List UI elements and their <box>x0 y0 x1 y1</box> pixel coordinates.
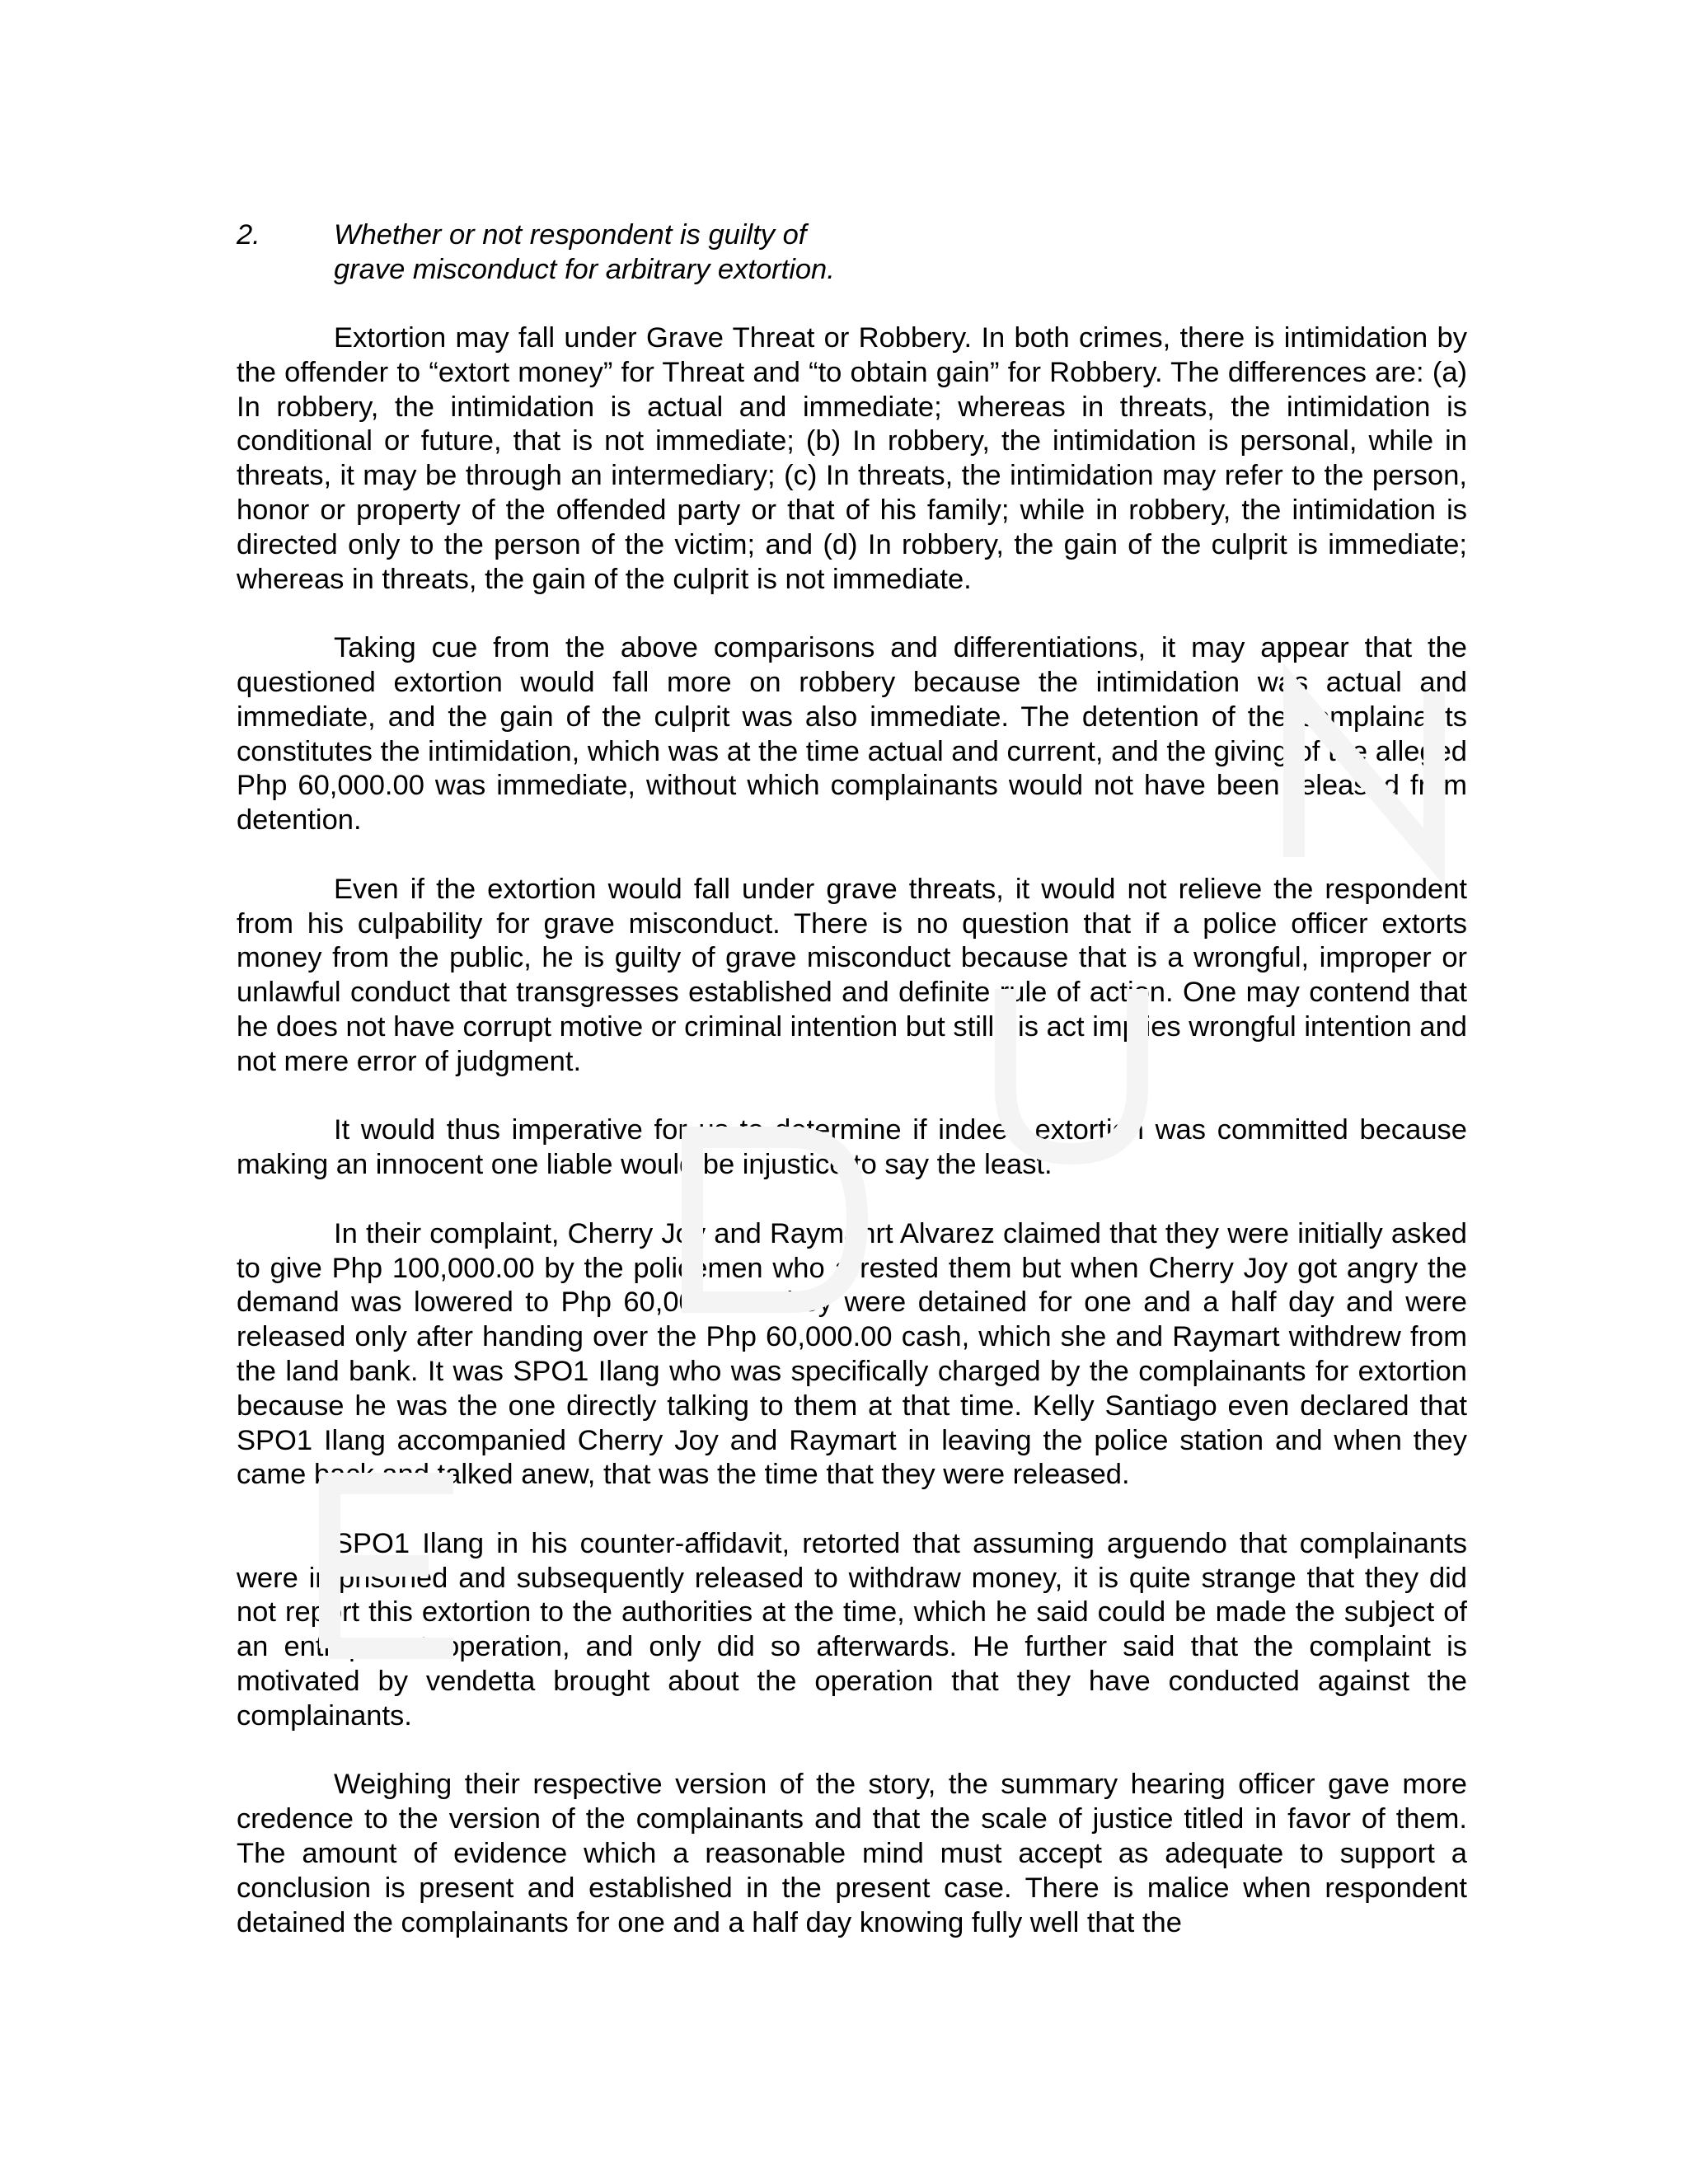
document-page <box>237 218 1467 1975</box>
issue-title <box>334 218 1467 287</box>
issue-title-line-1: Whether or not respondent is guilty of <box>334 219 807 251</box>
issue-heading <box>237 218 1467 287</box>
paragraph-robbery-comparison: Taking cue from the above comparisons and differentiations, it may appear that the questioned extortion would fall more on robbery because the intimidation was actual and immediate, and the gain of the culprit was also immediate. The detention of the complainants constitutes the intimidation, which was at the time actual and current, and the giving of the alleged Php 60,000.00 was immediate, without which complainants would not have been released from detention. <box>237 632 1467 837</box>
issue-number: 2. <box>237 219 260 251</box>
paragraph-complaint: In their complaint, Cherry Joy and Raymanrt Alvarez claimed that they were initially asked to give Php 100,000.00 by the policemen who arrested them but when Cherry Joy got angry the demand was lowered to Php 60,000.00. They were detained for one and a half day and were released only after handing over the Php 60,000.00 cash, which she and Raymart withdrew from the land bank. It was SPO1 Ilang who was specifically charged by the complainants for extortion because he was the one directly talking to them at that time. Kelly Santiago even declared that SPO1 Ilang accompanied Cherry Joy and Raymart in leaving the police station and when they came back and talked anew, that was the time that they were released. <box>237 1217 1467 1491</box>
issue-title-line-2: grave misconduct for arbitrary extortion. <box>334 253 835 285</box>
paragraph-counter-affidavit: SPO1 Ilang in his counter-affidavit, retorted that assuming arguendo that complainants were imprisoned and subsequently released to withdraw money, it is quite strange that they did not report this extortion to the authorities at the time, which he said could be made the subject of an entrapment operation, and only did so afterwards. He further said that the complaint is motivated by vendetta brought about the operation that they have conducted against the complainants. <box>237 1527 1467 1732</box>
paragraph-grave-misconduct: Even if the extortion would fall under grave threats, it would not relieve the respondent from his culpability for grave misconduct. There is no question that if a police officer extorts money from the public, he is guilty of grave misconduct because that is a wrongful, improper or unlawful conduct that transgresses established and definite rule of action. One may contend that he does not have corrupt motive or criminal intention but still his act implies wrongful intention and not mere error of judgment. <box>237 873 1467 1077</box>
paragraph-extortion-definition: Extortion may fall under Grave Threat or Robbery. In both crimes, there is intimidation by the offender to “extort money” for Threat and “to obtain gain” for Robbery. The differences are: (a) In robbery, the intimidation is actual and immediate; whereas in threats, the intimidation is conditional or future, that is not immediate; (b) In robbery, the intimidation is personal, while in threats, it may be through an intermediary; (c) In threats, the intimidation may refer to the person, honor or property of the offended party or that of his family; while in robbery, the intimidation is directed only to the person of the victim; and (d) In robbery, the gain of the culprit is immediate; whereas in threats, the gain of the culprit is not immediate. <box>237 322 1467 595</box>
paragraph-findings: Weighing their respective version of the story, the summary hearing officer gave more credence to the version of the complainants and that the scale of justice titled in favor of them. The amount of evidence which a reasonable mind must accept as adequate to support a conclusion is present and established in the present case. There is malice when respondent detained the complainants for one and a half day knowing fully well that the <box>237 1769 1467 1938</box>
paragraph-determination: It would thus imperative for us to determine if indeed extortion was committed because making an innocent one liable would be injustice to say the least. <box>237 1114 1467 1181</box>
